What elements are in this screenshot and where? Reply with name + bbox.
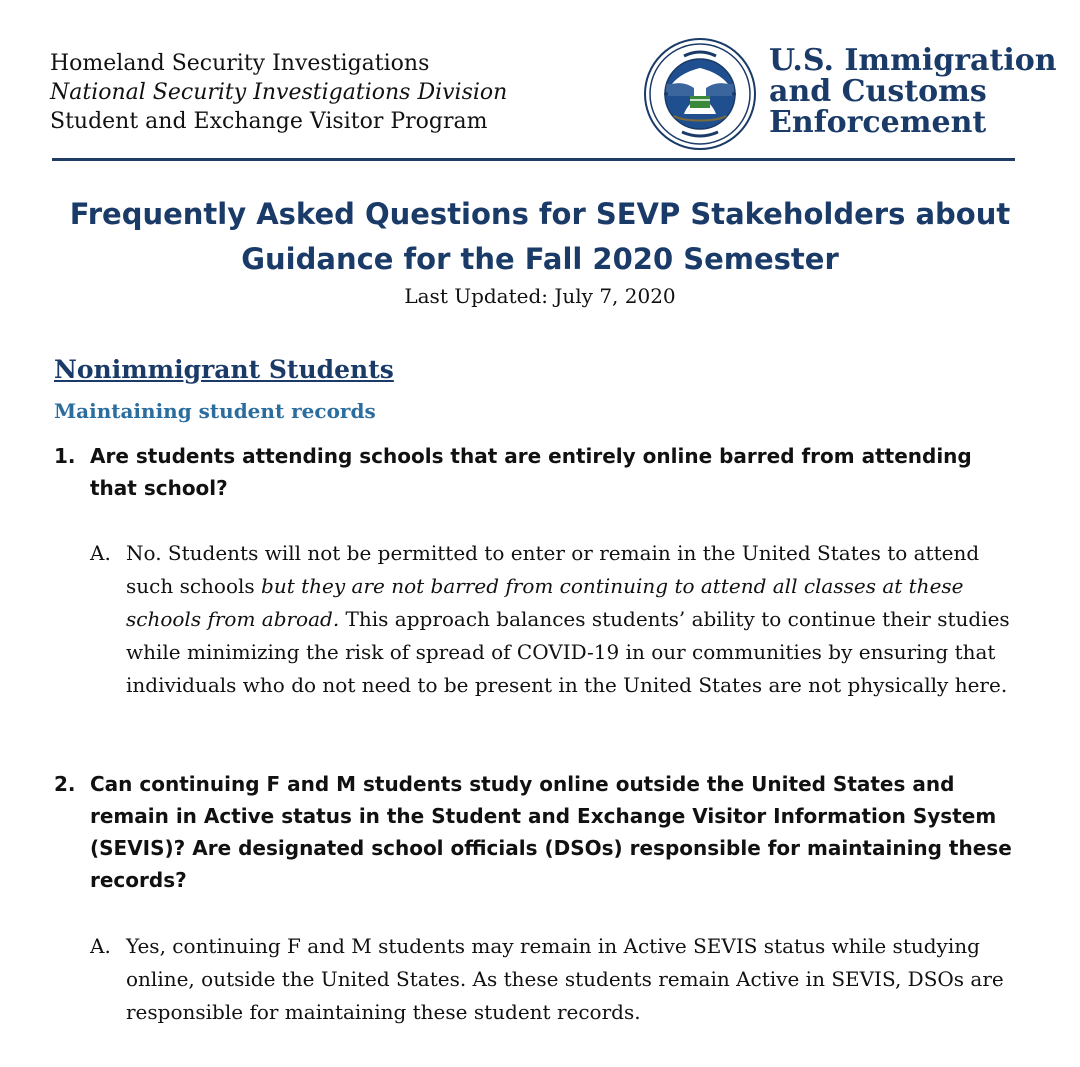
answer-label: A. <box>90 934 111 958</box>
header-line-division: National Security Investigations Division <box>50 80 508 105</box>
agency-line-2: and Customs <box>769 74 987 109</box>
answer-1 <box>90 537 1010 702</box>
answer-2 <box>90 930 1010 1029</box>
answer-text-part-2: This approach balances students’ ability to continue their studies while minimizing the risk of spread of COVID-19 in our communities by ensuring that individuals who do not need to be present in the United States are not physically here. <box>126 607 1010 697</box>
title-line-2: Guidance for the Fall 2020 Semester <box>241 242 839 276</box>
question-number: 1. <box>54 444 76 468</box>
section-heading: Nonimmigrant Students <box>54 355 394 384</box>
question-1 <box>54 440 1014 504</box>
header-line-hsi: Homeland Security Investigations <box>50 51 430 76</box>
subsection-heading: Maintaining student records <box>54 399 376 423</box>
agency-line-1: U.S. Immigration <box>769 43 1057 78</box>
header-line-sevp: Student and Exchange Visitor Program <box>50 109 488 134</box>
agency-line-3: Enforcement <box>769 105 987 140</box>
page-title <box>40 192 1040 282</box>
question-number: 2. <box>54 772 76 796</box>
answer-text-part-1: No. Students will not be permitted to enter or remain in the United States to attend such schools <box>126 541 980 598</box>
title-line-1: Frequently Asked Questions for SEVP Stakeholders about <box>69 197 1011 231</box>
answer-text <box>126 537 1010 702</box>
question-text: Are students attending schools that are entirely online barred from attending that school? <box>90 444 972 500</box>
last-updated: Last Updated: July 7, 2020 <box>404 284 676 308</box>
answer-text: Yes, continuing F and M students may remain in Active SEVIS status while studying online, outside the United States. As these students remain Active in SEVIS, DSOs are responsible for maintaining these student records. <box>126 934 1004 1024</box>
header-program-info <box>50 49 507 136</box>
dhs-seal-icon <box>644 38 756 150</box>
question-2 <box>54 768 1014 896</box>
answer-label: A. <box>90 541 111 565</box>
header-divider <box>52 158 1015 161</box>
answer-text-emphasis: but they are not barred from continuing to attend all classes at these schools from abroad. <box>126 574 964 631</box>
question-text: Can continuing F and M students study online outside the United States and remain in Active status in the Student and Exchange Visitor Information System (SEVIS)? Are designated school officials (DSOs) responsible for maintaining these records? <box>90 772 1012 892</box>
agency-wordmark <box>769 45 1057 138</box>
